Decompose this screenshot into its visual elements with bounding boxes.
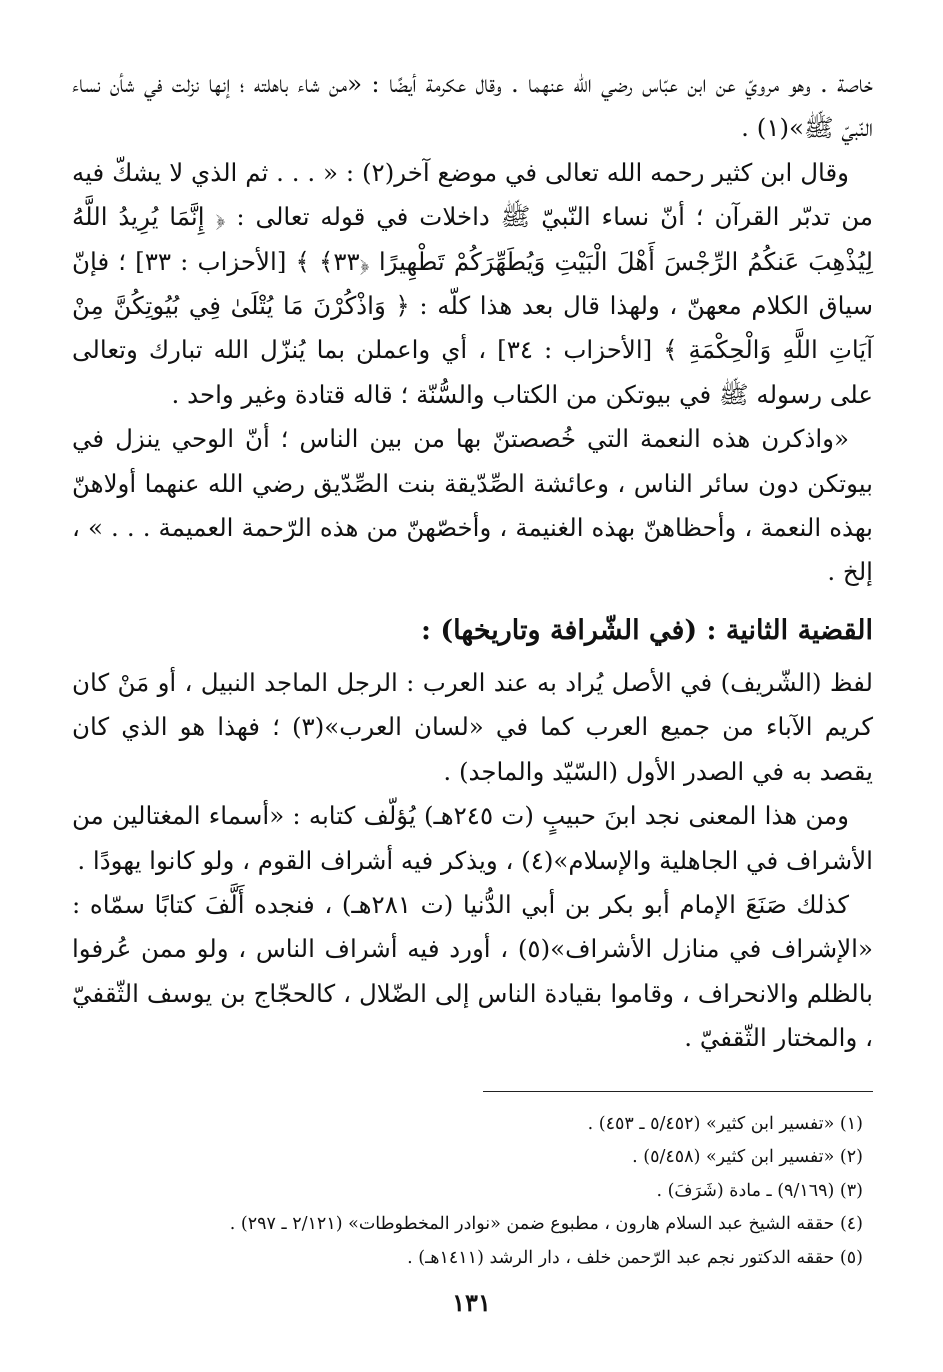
footnote-separator xyxy=(483,1091,873,1092)
footnote-1: (١) «تفسير ابن كثير» (٥/٤٥٢ ـ ٤٥٣) . xyxy=(587,1113,863,1134)
paragraph-1: خاصة . وهو مرويّ عن ابن عبّاس رضي الله عنهما . وقال عكرمة أيضًا : «من شاء باهلته ؛ إنها نزلت في شأن نساء النّبيّ ﷺ»(١) . xyxy=(72,69,873,143)
section-paragraph-3: كذلك صَنَعَ الإمام أبو بكر بن أبي الدُّنيا (ت ٢٨١هـ) ، فنجده أَلَّفَ كتابًا سمّاه : «الإشراف في منازل الأشراف»(٥) ، أورد فيه أشراف الناس ، ولو ممن عُرفوا بالظلم والانحراف ، وقاموا بقيادة الناس إلى الضّلال ، كالحجّاج بن يوسف الثّقفيّ ، والمختار الثّقفيّ . xyxy=(72,889,873,1053)
footnote-4: (٤) حققه الشيخ عبد السلام هارون ، مطبوع ضمن «نوادر المخطوطات» (٢/١٢١ ـ ٢٩٧) . xyxy=(229,1214,863,1235)
footnote-3: (٣) (٩/١٦٩) ـ مادة (شَرَفَ) . xyxy=(656,1180,863,1201)
paragraph-3: «واذكرن هذه النعمة التي خُصصتنّ بها من بين الناس ؛ أنّ الوحي ينزل في بيوتكن دون سائر الناس ، وعائشة الصِّدّيقة بنت الصِّدّيق رضي الله عنهما أولاهنّ بهذه النعمة ، وأحظاهنّ بهذه الغنيمة ، وأخصّهنّ من هذه الرّحمة العميمة . . . » ، إلخ . xyxy=(72,424,873,587)
paragraph-2: وقال ابن كثير رحمه الله تعالى في موضع آخر(٢) : « . . . ثم الذي لا يشكّ فيه من تدبّر القرآن ؛ أنّ نساء النّبيّ ﷺ داخلات في قوله تعالى : ﴿ إِنَّمَا يُرِيدُ اللَّهُ لِيُذْهِبَ عَنكُمُ الرِّجْسَ أَهْلَ الْبَيْتِ وَيُطَهِّرَكُمْ تَطْهِيرًا ﴿٣٣﴾ ﴾ [الأحزاب : ٣٣] ؛ فإنّ سياق الكلام معهنّ ، ولهذا قال بعد هذا كلّه : ﴿ وَاذْكُرْنَ مَا يُتْلَىٰ فِي بُيُوتِكُنَّ مِنْ آيَاتِ اللَّهِ وَالْحِكْمَةِ ﴾ [الأحزاب : ٣٤] ، أي واعملن بما يُنزّل الله تبارك وتعالى على رسوله ﷺ في بيوتكن من الكتاب والسُّنّة ؛ قاله قتادة وغير واحد . xyxy=(72,157,873,409)
section-heading: القضية الثانية : (في الشّرافة وتاريخها) : xyxy=(421,614,873,646)
footnotes xyxy=(72,1108,873,1276)
footnote-2: (٢) «تفسير ابن كثير» (٥/٤٥٨) . xyxy=(632,1147,863,1168)
main-text xyxy=(72,62,873,1061)
section-paragraph-2: ومن هذا المعنى نجد ابنَ حبيبٍ (ت ٢٤٥هـ) يُؤلّف كتابه : «أسماء المغتالين من الأشراف في الجاهلية والإسلام»(٤) ، ويذكر فيه أشراف القوم ، ولو كانوا يهودًا . xyxy=(72,801,873,875)
page-number: ١٣١ xyxy=(452,1288,491,1317)
footnote-5: (٥) حققه الدكتور نجم عبد الرّحمن خلف ، دار الرشد (١٤١١هـ) . xyxy=(407,1247,863,1268)
section-paragraph-1: لفظ (الشّريف) في الأصل يُراد به عند العرب : الرجل الماجد النبيل ، أو مَنْ كان كريم الآباء من جميع العرب كما في «لسان العرب»(٣) ؛ فهذا هو الذي كان يقصد به في الصدر الأول (السّيّد والماجد) . xyxy=(72,667,873,786)
